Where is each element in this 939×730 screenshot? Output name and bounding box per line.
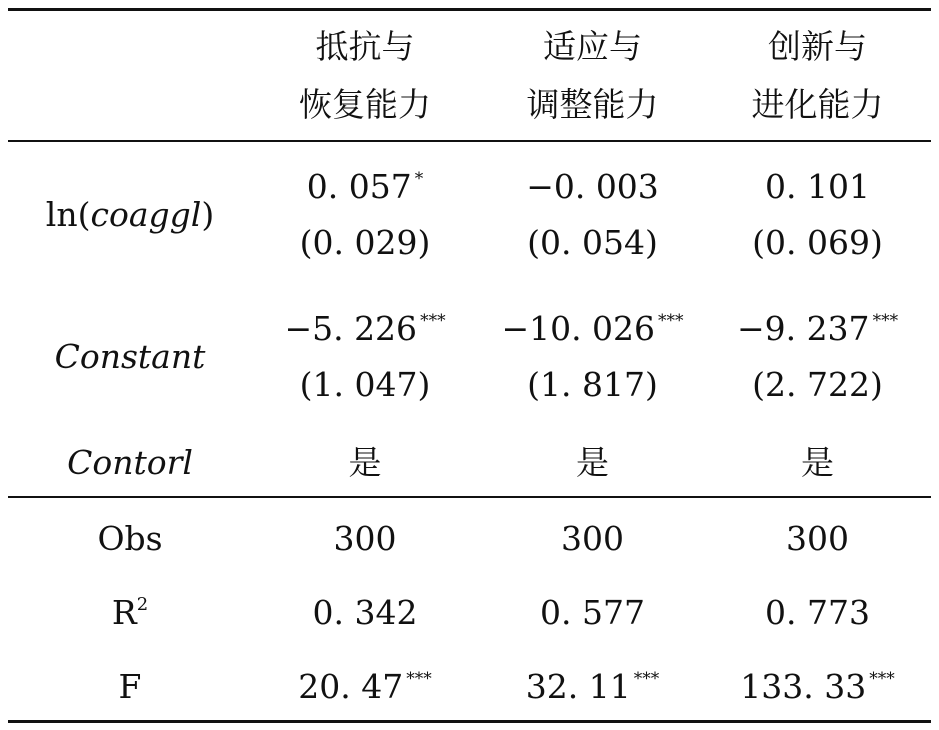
label-var: coaggl [90, 195, 202, 234]
header-col1-line1: 抵抗与 [315, 27, 415, 66]
header-col1-line2: 恢复能力 [299, 85, 431, 124]
f-value: 32. 11 [525, 667, 631, 706]
significance-stars: *** [420, 311, 446, 331]
row-label-obs: Obs [97, 519, 163, 558]
row-label-constant: Constant [54, 337, 206, 376]
significance-stars: * [414, 169, 424, 189]
constant-se-col1: (1. 047) [299, 365, 431, 404]
coef-value: −10. 026 [501, 309, 656, 348]
coaggl-coef-col2 [480, 167, 705, 206]
obs-col1: 300 [333, 519, 397, 558]
coef-value: −0. 003 [526, 167, 659, 206]
coaggl-coef-col1 [255, 167, 475, 206]
label-suffix: ) [201, 195, 215, 234]
row-label-f: F [118, 667, 142, 706]
coef-value: −5. 226 [284, 309, 418, 348]
coef-value: 0. 057 [306, 167, 412, 206]
r2-col2: 0. 577 [540, 593, 645, 632]
top-rule [8, 8, 931, 11]
control-col1: 是 [348, 443, 382, 482]
f-col1 [255, 667, 475, 706]
constant-se-col3: (2. 722) [752, 365, 883, 404]
header-col2-line1: 适应与 [543, 27, 642, 66]
label-prefix: ln( [45, 195, 91, 234]
significance-stars: *** [869, 669, 895, 689]
obs-col2: 300 [561, 519, 624, 558]
f-col2 [480, 667, 705, 706]
coaggl-se-col3: (0. 069) [752, 223, 883, 262]
coef-value: −9. 237 [736, 309, 870, 348]
coef-value: 0. 101 [765, 167, 870, 206]
obs-col3: 300 [786, 519, 849, 558]
r2-col1: 0. 342 [312, 593, 418, 632]
control-col2: 是 [576, 443, 609, 482]
r2-col3: 0. 773 [765, 593, 870, 632]
header-col3-line2: 进化能力 [751, 85, 884, 124]
coaggl-coef-col3 [710, 167, 925, 206]
row-label-control: Contorl [67, 443, 193, 482]
r2-label: R [111, 593, 137, 632]
significance-stars: *** [633, 669, 660, 689]
coaggl-se-col2: (0. 054) [527, 223, 658, 262]
significance-stars: *** [658, 311, 684, 331]
row-label-coaggl [10, 195, 250, 234]
header-rule [8, 140, 931, 142]
control-col3: 是 [801, 443, 834, 482]
constant-coef-col1 [255, 309, 475, 348]
significance-stars: *** [872, 311, 899, 331]
f-col3 [710, 667, 925, 706]
header-col3-line1: 创新与 [768, 27, 867, 66]
header-col2-line2: 调整能力 [526, 85, 659, 124]
constant-coef-col3 [710, 309, 925, 348]
r2-superscript: 2 [136, 594, 149, 615]
bottom-rule [8, 720, 931, 723]
row-label-r2 [10, 593, 250, 632]
coaggl-se-col1: (0. 029) [299, 223, 431, 262]
constant-se-col2: (1. 817) [527, 365, 658, 404]
constant-coef-col2 [480, 309, 705, 348]
f-value: 20. 47 [298, 667, 404, 706]
f-value: 133. 33 [740, 667, 867, 706]
significance-stars: *** [406, 669, 432, 689]
mid-rule [8, 496, 931, 498]
